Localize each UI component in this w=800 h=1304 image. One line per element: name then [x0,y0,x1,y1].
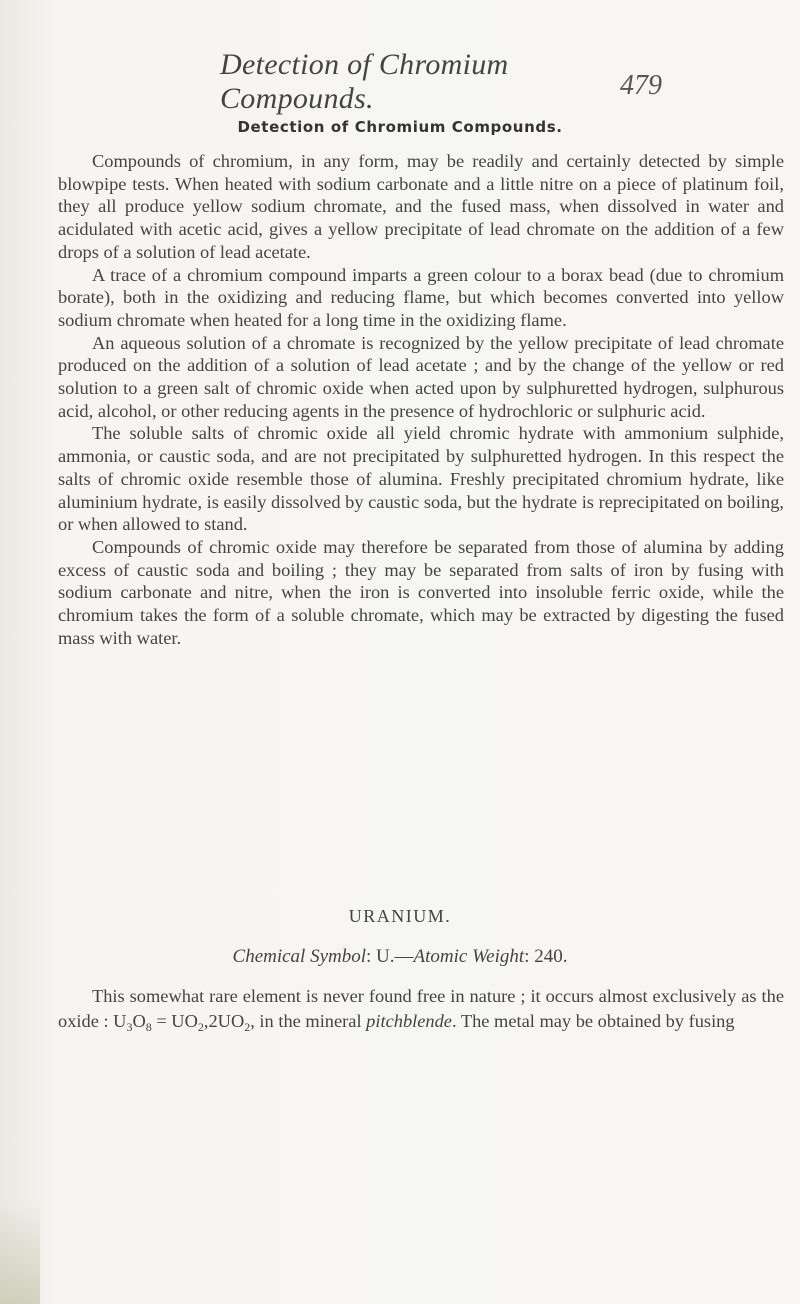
uranium-heading: URANIUM. [348,906,452,926]
subscript: 2 [197,1019,204,1034]
text-run: , in the mineral [250,1010,367,1031]
paragraph: An aqueous solution of a chromate is recognized by the yellow precipitate of lead chromate produced on the addition of a solution of lead acetate ; and by the change of the yellow or red solution to a green salt of chromic oxide when acted upon by sulphuretted hydrogen, sulphurous acid, alcohol, or other reducing agents in the presence of hydrochloric or sulphuric acid. [58,332,784,421]
paragraph: Compounds of chromic oxide may therefore be separated from those of alumina by adding excess of caustic soda and boiling ; they may be separated from salts of iron by fusing with sodium carbonate and nitre, when the iron is converted into insoluble ferric oxide, while the chromium takes the form of a soluble chromate, which may be extracted by digesting the fused mass with water. [58,536,784,648]
paragraph: The soluble salts of chromic oxide all yield chromic hydrate with ammonium sulphide, ammonia, or caustic soda, and are not precipitated by sulphuretted hydrogen. In this respect the salts of chromic oxide resemble those of alumina. Freshly precipitated chromium hydrate, like aluminium hydrate, is easily dissolved by caustic soda, but the hydrate is reprecipitated on boiling, or when allowed to stand. [58,423,784,535]
text-run: = UO [151,1010,198,1031]
chemical-symbol-line [0,946,800,968]
symbol-label: Chemical Symbol [232,946,367,967]
text-run: ,2UO [203,1010,245,1031]
section-title: Detection of Chromium Compounds. [237,118,563,136]
paragraph [58,984,784,1039]
text-run: . The metal may be obtained by fusing [451,1010,735,1031]
running-head: Detection of Chromium Compounds. [220,48,509,115]
mineral-name: pitchblende [366,1010,452,1031]
paragraph: Compounds of chromium, in any form, may be readily and certainly detected by simple blowpipe tests. When heated with sodium carbonate and a little nitre on a piece of platinum foil, they all produce yellow sodium chromate, and the fused mass, when dissolved in water and acidulated with acetic acid, gives a yellow precipitate of lead chromate on the addition of a few drops of a solution of lead acetate. [58,151,784,262]
chromium-text [58,150,784,649]
symbol-value: : U.— [366,946,414,967]
weight-value: : 240. [524,946,568,967]
subscript: 8 [145,1019,152,1034]
subscript: 3 [126,1019,133,1034]
page-number: 479 [620,70,662,101]
weight-label: Atomic Weight [413,946,525,967]
subscript: 2 [244,1019,251,1034]
text-run: This somewhat rare element is never found free in nature ; it occurs almost exclusively as the oxide : U [58,986,784,1031]
paragraph: A trace of a chromium compound imparts a green colour to a borax bead (due to chromium borate), both in the oxidizing and reducing flame, but which becomes converted into yellow sodium chromate when heated for a long time in the oxidizing flame. [58,264,784,330]
text-run: O [132,1010,146,1031]
uranium-text [58,984,784,1039]
page-edge-shadow [0,1200,40,1304]
